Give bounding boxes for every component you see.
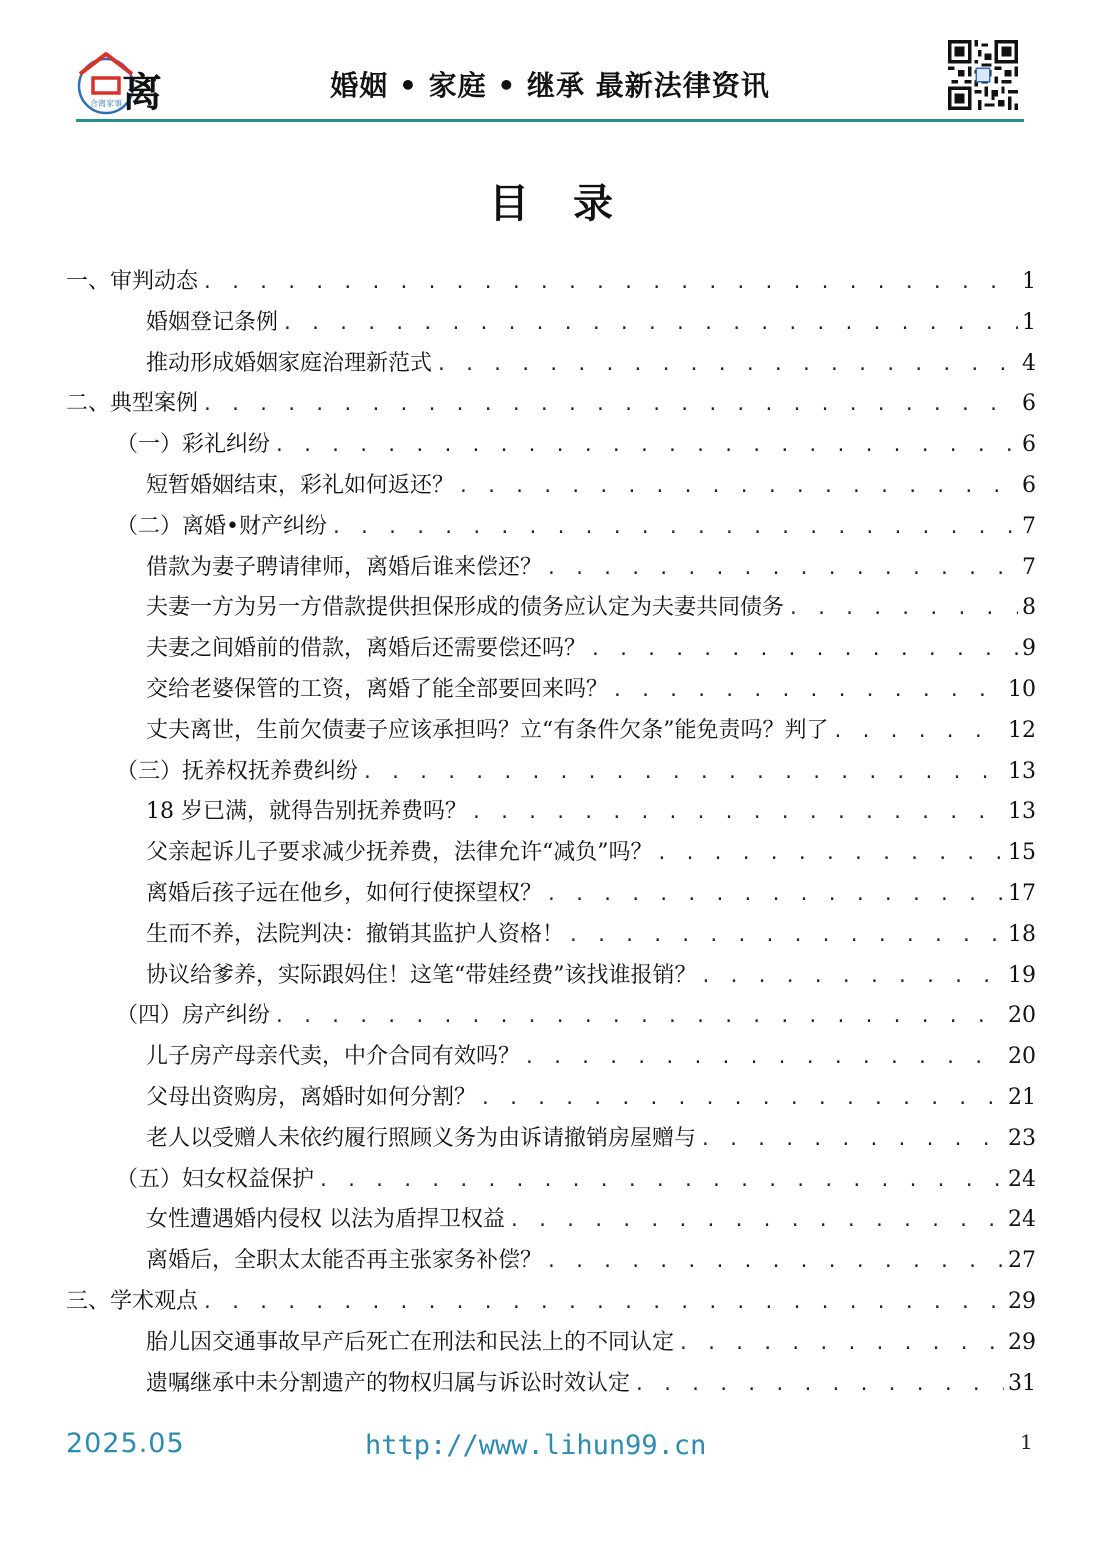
toc-entry-title: （二）离婚•财产纠纷 (116, 513, 327, 539)
toc-entry-page: 24 (1008, 1166, 1036, 1192)
toc-entry-page: 13 (1008, 799, 1036, 825)
dot-leader (546, 1242, 1004, 1283)
toc-item[interactable] (66, 874, 1036, 915)
dot-leader (612, 671, 1004, 712)
header-title: 婚姻 • 家庭 • 继承 最新法律资讯 (330, 69, 770, 102)
toc-entry-title: 父亲起诉儿子要求减少抚养费，法律允许“减负”吗？ (146, 840, 653, 866)
toc-entry-page: 6 (1022, 432, 1036, 458)
toc-entry-title: 借款为妻子聘请律师，离婚后谁来偿还？ (146, 554, 543, 580)
toc-subsection[interactable] (66, 507, 1036, 548)
toc-entry-page: 10 (1008, 676, 1036, 702)
toc-item[interactable] (66, 548, 1036, 589)
toc-item[interactable] (66, 1119, 1036, 1160)
toc-item[interactable] (66, 833, 1036, 874)
header-divider (76, 119, 1024, 122)
toc-section[interactable] (66, 384, 1036, 425)
toc-subsection[interactable] (66, 996, 1036, 1037)
toc-entry-title: 交给老婆保管的工资，离婚了能全部要回来吗？ (146, 676, 609, 702)
toc-item[interactable] (66, 792, 1036, 833)
toc-entry-title: 夫妻之间婚前的借款，离婚后还需要偿还吗？ (146, 636, 587, 662)
toc-entry-title: 生而不养，法院判决：撤销其监护人资格！ (146, 921, 565, 947)
dot-leader (546, 875, 1004, 916)
page-header (76, 40, 1024, 122)
dot-leader (678, 1324, 1004, 1365)
dot-leader (701, 957, 1005, 998)
toc-entry-page: 29 (1008, 1329, 1036, 1355)
toc-entry-title: 离婚后孩子远在他乡，如何行使探望权？ (146, 880, 543, 906)
dot-leader (362, 753, 1004, 794)
toc-item[interactable] (66, 956, 1036, 997)
dot-leader (546, 549, 1018, 590)
toc-entry-page: 6 (1022, 472, 1036, 498)
dot-leader (458, 467, 1018, 508)
toc-entry-title: 离婚后，全职太太能否再主张家务补偿？ (146, 1248, 543, 1274)
dot-leader (524, 1038, 1004, 1079)
footer-url-link[interactable]: http://www.lihun99.cn (365, 1430, 707, 1461)
toc-entry-page: 12 (1008, 717, 1036, 743)
dot-leader (202, 263, 1018, 304)
toc-entry-title: （一）彩礼纠纷 (116, 432, 271, 458)
toc-entry-page: 7 (1022, 554, 1036, 580)
dot-leader (509, 1201, 1004, 1242)
toc-entry-title: 女性遭遇婚内侵权 以法为盾捍卫权益 (146, 1207, 505, 1233)
logo-char: 离 (122, 70, 162, 116)
dot-leader (202, 1283, 1004, 1324)
toc-item[interactable] (66, 670, 1036, 711)
logo-text: 合离家事 (90, 99, 122, 108)
toc-entry-page: 15 (1008, 840, 1036, 866)
toc-entry-page: 24 (1008, 1207, 1036, 1233)
toc-item[interactable] (66, 588, 1036, 629)
toc-item[interactable] (66, 629, 1036, 670)
dot-leader (282, 304, 1018, 345)
toc-title: 目录 (489, 181, 657, 227)
toc-entry-title: （三）抚养权抚养费纠纷 (116, 758, 359, 784)
toc-entry-title: 老人以受赠人未依约履行照顾义务为由诉请撤销房屋赠与 (146, 1125, 697, 1151)
toc-item[interactable] (66, 1364, 1036, 1405)
toc-entry-page: 31 (1008, 1370, 1036, 1396)
toc-entry-title: 胎儿因交通事故早产后死亡在刑法和民法上的不同认定 (146, 1329, 675, 1355)
toc-entry-title: 丈夫离世，生前欠债妻子应该承担吗？立“有条件欠条”能免责吗？判了 (146, 717, 829, 743)
toc-item[interactable] (66, 711, 1036, 752)
toc-entry-page: 29 (1008, 1288, 1036, 1314)
toc-entry-page: 23 (1008, 1125, 1036, 1151)
toc-entry-page: 21 (1008, 1084, 1036, 1110)
toc-entry-title: 儿子房产母亲代卖，中介合同有效吗？ (146, 1044, 521, 1070)
dot-leader (331, 508, 1018, 549)
toc-entry-page: 4 (1022, 350, 1036, 376)
dot-leader (590, 630, 1018, 671)
footer-date: 2025.05 (66, 1428, 185, 1459)
toc-entry-title: 二、典型案例 (66, 391, 199, 417)
toc-section[interactable] (66, 1282, 1036, 1323)
toc-entry-page: 17 (1008, 880, 1036, 906)
dot-leader (436, 345, 1018, 386)
toc-item[interactable] (66, 1200, 1036, 1241)
toc-item[interactable] (66, 303, 1036, 344)
toc-entry-page: 27 (1008, 1248, 1036, 1274)
dot-leader (274, 997, 1004, 1038)
dot-leader (657, 834, 1005, 875)
toc-entry-title: （四）房产纠纷 (116, 1003, 271, 1029)
toc-entry-page: 20 (1008, 1044, 1036, 1070)
toc-section[interactable] (66, 262, 1036, 303)
toc-entry-page: 9 (1022, 636, 1036, 662)
dot-leader (202, 385, 1018, 426)
toc-entry-title: 父母出资购房，离婚时如何分割？ (146, 1084, 477, 1110)
toc-entry-page: 6 (1022, 391, 1036, 417)
toc-entry-title: （五）妇女权益保护 (116, 1166, 315, 1192)
toc-entry-title: 三、学术观点 (66, 1288, 199, 1314)
toc-item[interactable] (66, 1241, 1036, 1282)
dot-leader (274, 426, 1018, 467)
toc-entry-page: 13 (1008, 758, 1036, 784)
toc-subsection[interactable] (66, 425, 1036, 466)
dot-leader (480, 1079, 1004, 1120)
toc-entry-title: 18 岁已满，就得告别抚养费吗？ (146, 799, 467, 825)
dot-leader (634, 1365, 1004, 1406)
dot-leader (318, 1161, 1004, 1202)
toc-entry-page: 8 (1022, 595, 1036, 621)
toc-subsection[interactable] (66, 752, 1036, 793)
dot-leader (471, 793, 1004, 834)
dot-leader (833, 712, 1005, 753)
footer-page-number: 1 (1020, 1430, 1033, 1454)
toc-entry-title: 婚姻登记条例 (146, 309, 279, 335)
table-of-contents (66, 262, 1036, 1404)
toc-item[interactable] (66, 344, 1036, 385)
dot-leader (788, 589, 1018, 630)
toc-entry-page: 7 (1022, 513, 1036, 539)
dot-leader (700, 1120, 1004, 1161)
toc-entry-title: 推动形成婚姻家庭治理新范式 (146, 350, 433, 376)
toc-entry-title: 短暂婚姻结束，彩礼如何返还？ (146, 472, 455, 498)
toc-item[interactable] (66, 1037, 1036, 1078)
dot-leader (568, 916, 1004, 957)
toc-entry-title: 一、审判动态 (66, 269, 199, 294)
toc-item[interactable] (66, 466, 1036, 507)
toc-entry-page: 1 (1022, 309, 1036, 335)
toc-entry-page: 20 (1008, 1003, 1036, 1029)
toc-item[interactable] (66, 915, 1036, 956)
toc-item[interactable] (66, 1323, 1036, 1364)
toc-entry-page: 18 (1008, 921, 1036, 947)
toc-entry-title: 协议给爹养，实际跟妈住！这笔“带娃经费”该找谁报销？ (146, 962, 697, 988)
toc-item[interactable] (66, 1078, 1036, 1119)
toc-entry-title: 遗嘱继承中未分割遗产的物权归属与诉讼时效认定 (146, 1370, 631, 1396)
toc-entry-title: 夫妻一方为另一方借款提供担保形成的债务应认定为夫妻共同债务 (146, 595, 785, 621)
qr-code-icon[interactable] (948, 40, 1018, 110)
toc-entry-page: 19 (1008, 962, 1036, 988)
toc-subsection[interactable] (66, 1160, 1036, 1201)
toc-entry-page: 1 (1022, 269, 1036, 294)
